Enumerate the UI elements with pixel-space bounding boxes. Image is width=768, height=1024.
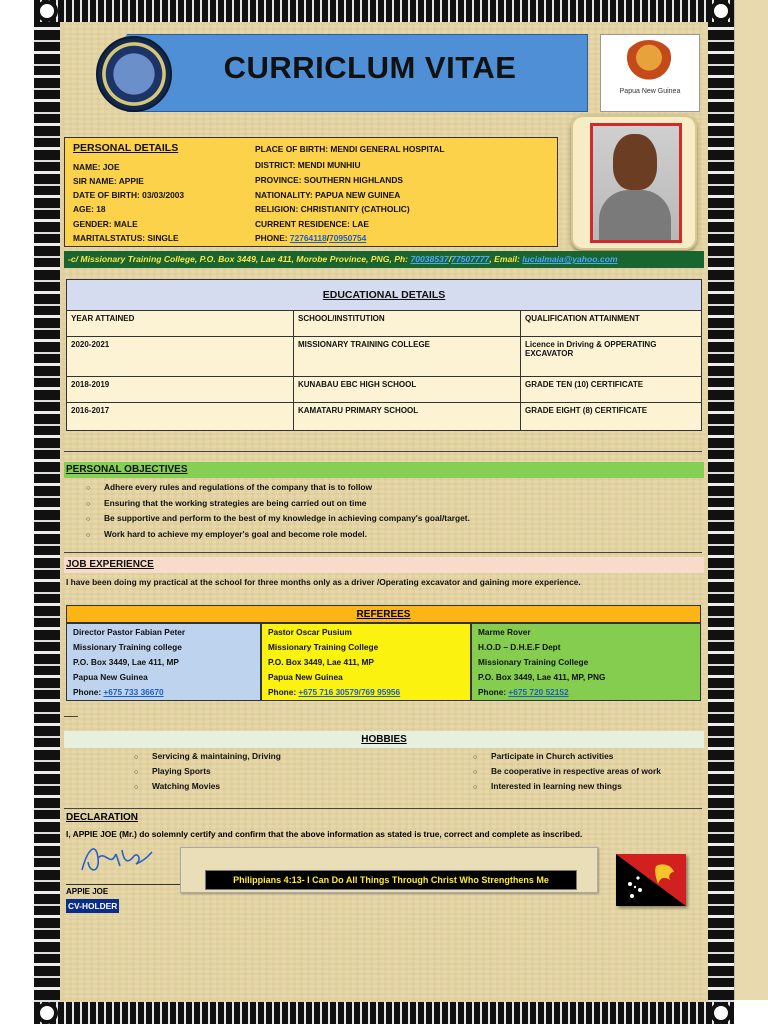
emblem-caption: Papua New Guinea: [619, 88, 681, 95]
hobbies-list-right: [473, 751, 661, 796]
bird-of-paradise-icon: [624, 40, 674, 84]
bible-verse: Philippians 4:13- I Can Do All Things Through Christ Who Strengthens Me: [205, 870, 577, 890]
detail-district: DISTRICT: MENDI MUNHIU: [255, 160, 361, 170]
hobbies-heading: HOBBIES: [64, 731, 704, 748]
list-item: ○ Work hard to achieve my employer's goal and become role model.: [86, 528, 367, 539]
list-item: ○ Be supportive and perform to the best of my knowledge in achieving company's goal/target.: [86, 513, 470, 523]
corner-ornament: [36, 0, 58, 22]
list-item: ○ Participate in Church activities: [473, 751, 614, 761]
list-item: ○ Adhere every rules and regulations of the company that is to follow: [86, 482, 373, 492]
education-cell: 2018-2019: [67, 377, 294, 403]
contact-address: -c/ Missionary Training College, P.O. Box 3449, Lae 411, Morobe Province, PNG, Ph:: [68, 254, 411, 264]
signature-line: [66, 884, 181, 885]
personal-details-box: [64, 137, 558, 247]
phone-label: PHONE:: [255, 233, 290, 243]
corner-ornament: [710, 0, 732, 22]
detail-marital-status: MARITALSTATUS: SINGLE: [73, 233, 179, 243]
list-item: ○ Be cooperative in respective areas of work: [473, 766, 661, 776]
table-row: [67, 377, 702, 403]
detail-nationality: NATIONALITY: PAPUA NEW GUINEA: [255, 190, 401, 200]
contact-phone-b[interactable]: 77507777: [451, 254, 490, 264]
list-item: ○ Watching Movies: [134, 781, 221, 791]
objectives-list: [86, 482, 470, 544]
education-cell: KAMATARU PRIMARY SCHOOL: [294, 403, 521, 431]
hobbies-list-left: [134, 751, 281, 796]
phone-link-2[interactable]: 70950754: [329, 233, 367, 243]
page-edge: [734, 0, 768, 1000]
bullet-icon: ○: [473, 769, 478, 776]
bottom-border-pattern: [34, 1002, 734, 1024]
referee-phone-link[interactable]: +675 733 36670: [103, 687, 164, 697]
education-header-school: SCHOOL/INSTITUTION: [294, 311, 521, 337]
contact-phone-a[interactable]: 70038537: [410, 254, 449, 264]
bullet-icon: ○: [86, 531, 91, 539]
declaration-text: I, APPIE JOE (Mr.) do solemnly certify and confirm that the above information as stated is true, correct and complete as inscribed.: [66, 829, 583, 839]
corner-ornament: [36, 1002, 58, 1024]
png-flag-icon: [616, 854, 686, 906]
education-cell: GRADE EIGHT (8) CERTIFICATE: [521, 403, 702, 431]
referee-card: Marme Rover H.O.D – D.H.E.F Dept Missionary Training College P.O. Box 3449, Lae 411, MP, PNG Phone: +675 720 52152: [471, 623, 701, 701]
detail-religion: RELIGION: CHRISTIANITY (CATHOLIC): [255, 204, 410, 214]
signature-image: [76, 838, 156, 878]
detail-dob: DATE OF BIRTH: 03/03/2003: [73, 190, 185, 200]
signer-name: APPIE JOE: [66, 887, 109, 896]
experience-heading: JOB EXPERIENCE: [64, 557, 704, 573]
right-border-pattern: [708, 0, 734, 1024]
declaration-heading: DECLARATION: [66, 812, 139, 823]
education-header-qualification: QUALIFICATION ATTAINMENT: [521, 311, 702, 337]
education-cell: KUNABAU EBC HIGH SCHOOL: [294, 377, 521, 403]
list-item: ○ Ensuring that the working strategies are being carried out on time: [86, 497, 367, 508]
list-item: ○ Servicing & maintaining, Driving: [134, 751, 281, 761]
bullet-icon: ○: [86, 485, 91, 492]
cv-holder-label: CV-HOLDER: [68, 901, 118, 911]
list-item: ○ Interested in learning new things: [473, 781, 622, 791]
bullet-icon: ○: [134, 784, 139, 791]
education-cell: Licence in Driving & OPPERATING EXCAVATOR: [521, 337, 702, 377]
detail-surname: SIR NAME: APPIE: [73, 176, 144, 186]
referee-card: Director Pastor Fabian Peter Missionary Training college P.O. Box 3449, Lae 411, MP Papua New Guinea Phone: +675 733 36670: [66, 623, 261, 701]
detail-age: AGE: 18: [73, 204, 106, 214]
left-border-pattern: [34, 0, 60, 1024]
referee-phone-link[interactable]: +675 716 30579/769 95956: [298, 687, 401, 697]
page-title: CURRICLUM VITAE: [223, 50, 517, 85]
top-border-pattern: [34, 0, 734, 22]
education-table: [66, 279, 702, 431]
bullet-icon: ○: [473, 754, 478, 761]
list-item: ○ Playing Sports: [134, 766, 211, 776]
contact-sep: /: [448, 254, 452, 264]
bullet-icon: ○: [134, 769, 139, 776]
bullet-icon: ○: [134, 754, 139, 761]
education-header-year: YEAR ATTAINED: [67, 311, 294, 337]
detail-gender: GENDER: MALE: [73, 219, 138, 229]
divider: [64, 552, 702, 553]
contact-bar: [64, 251, 704, 268]
bullet-icon: ○: [86, 500, 91, 508]
detail-name: NAME: JOE: [73, 162, 120, 172]
table-row: [67, 337, 702, 377]
referee-card: Pastor Oscar Pusium Missionary Training College P.O. Box 3449, Lae 411, MP Papua New Guinea Phone: +675 716 30579/769 95956: [261, 623, 471, 701]
education-cell: 2016-2017: [67, 403, 294, 431]
divider: [64, 451, 702, 452]
phone-link-1[interactable]: 72764118: [289, 233, 327, 243]
objectives-heading: PERSONAL OBJECTIVES: [64, 462, 704, 478]
profile-photo: [590, 123, 682, 243]
detail-residence: CURRENT RESIDENCE: LAE: [255, 219, 369, 229]
table-row: [67, 403, 702, 431]
education-cell: MISSIONARY TRAINING COLLEGE: [294, 337, 521, 377]
divider: [64, 716, 78, 717]
personal-details-heading: PERSONAL DETAILS: [73, 142, 179, 154]
education-cell: GRADE TEN (10) CERTIFICATE: [521, 377, 702, 403]
education-title: EDUCATIONAL DETAILS: [67, 280, 702, 311]
bullet-icon: ○: [473, 784, 478, 791]
experience-text: I have been doing my practical at the school for three months only as a driver /Operating excavator and gaining more experience.: [66, 577, 581, 587]
detail-phone: [255, 233, 366, 243]
referees-heading: REFEREES: [66, 605, 701, 623]
corner-ornament: [710, 1002, 732, 1024]
divider: [64, 808, 702, 809]
detail-province: PROVINCE: SOUTHERN HIGHLANDS: [255, 175, 403, 185]
education-cell: 2020-2021: [67, 337, 294, 377]
referee-phone-link[interactable]: +675 720 52152: [508, 687, 569, 697]
detail-place-of-birth: PLACE OF BIRTH: MENDI GENERAL HOSPITAL: [255, 144, 445, 154]
phone-separator: /: [326, 233, 330, 243]
bullet-icon: ○: [86, 516, 91, 523]
contact-email-link[interactable]: lucialmaia@yahoo.com: [522, 254, 618, 264]
contact-email-label: , Email:: [489, 254, 523, 264]
